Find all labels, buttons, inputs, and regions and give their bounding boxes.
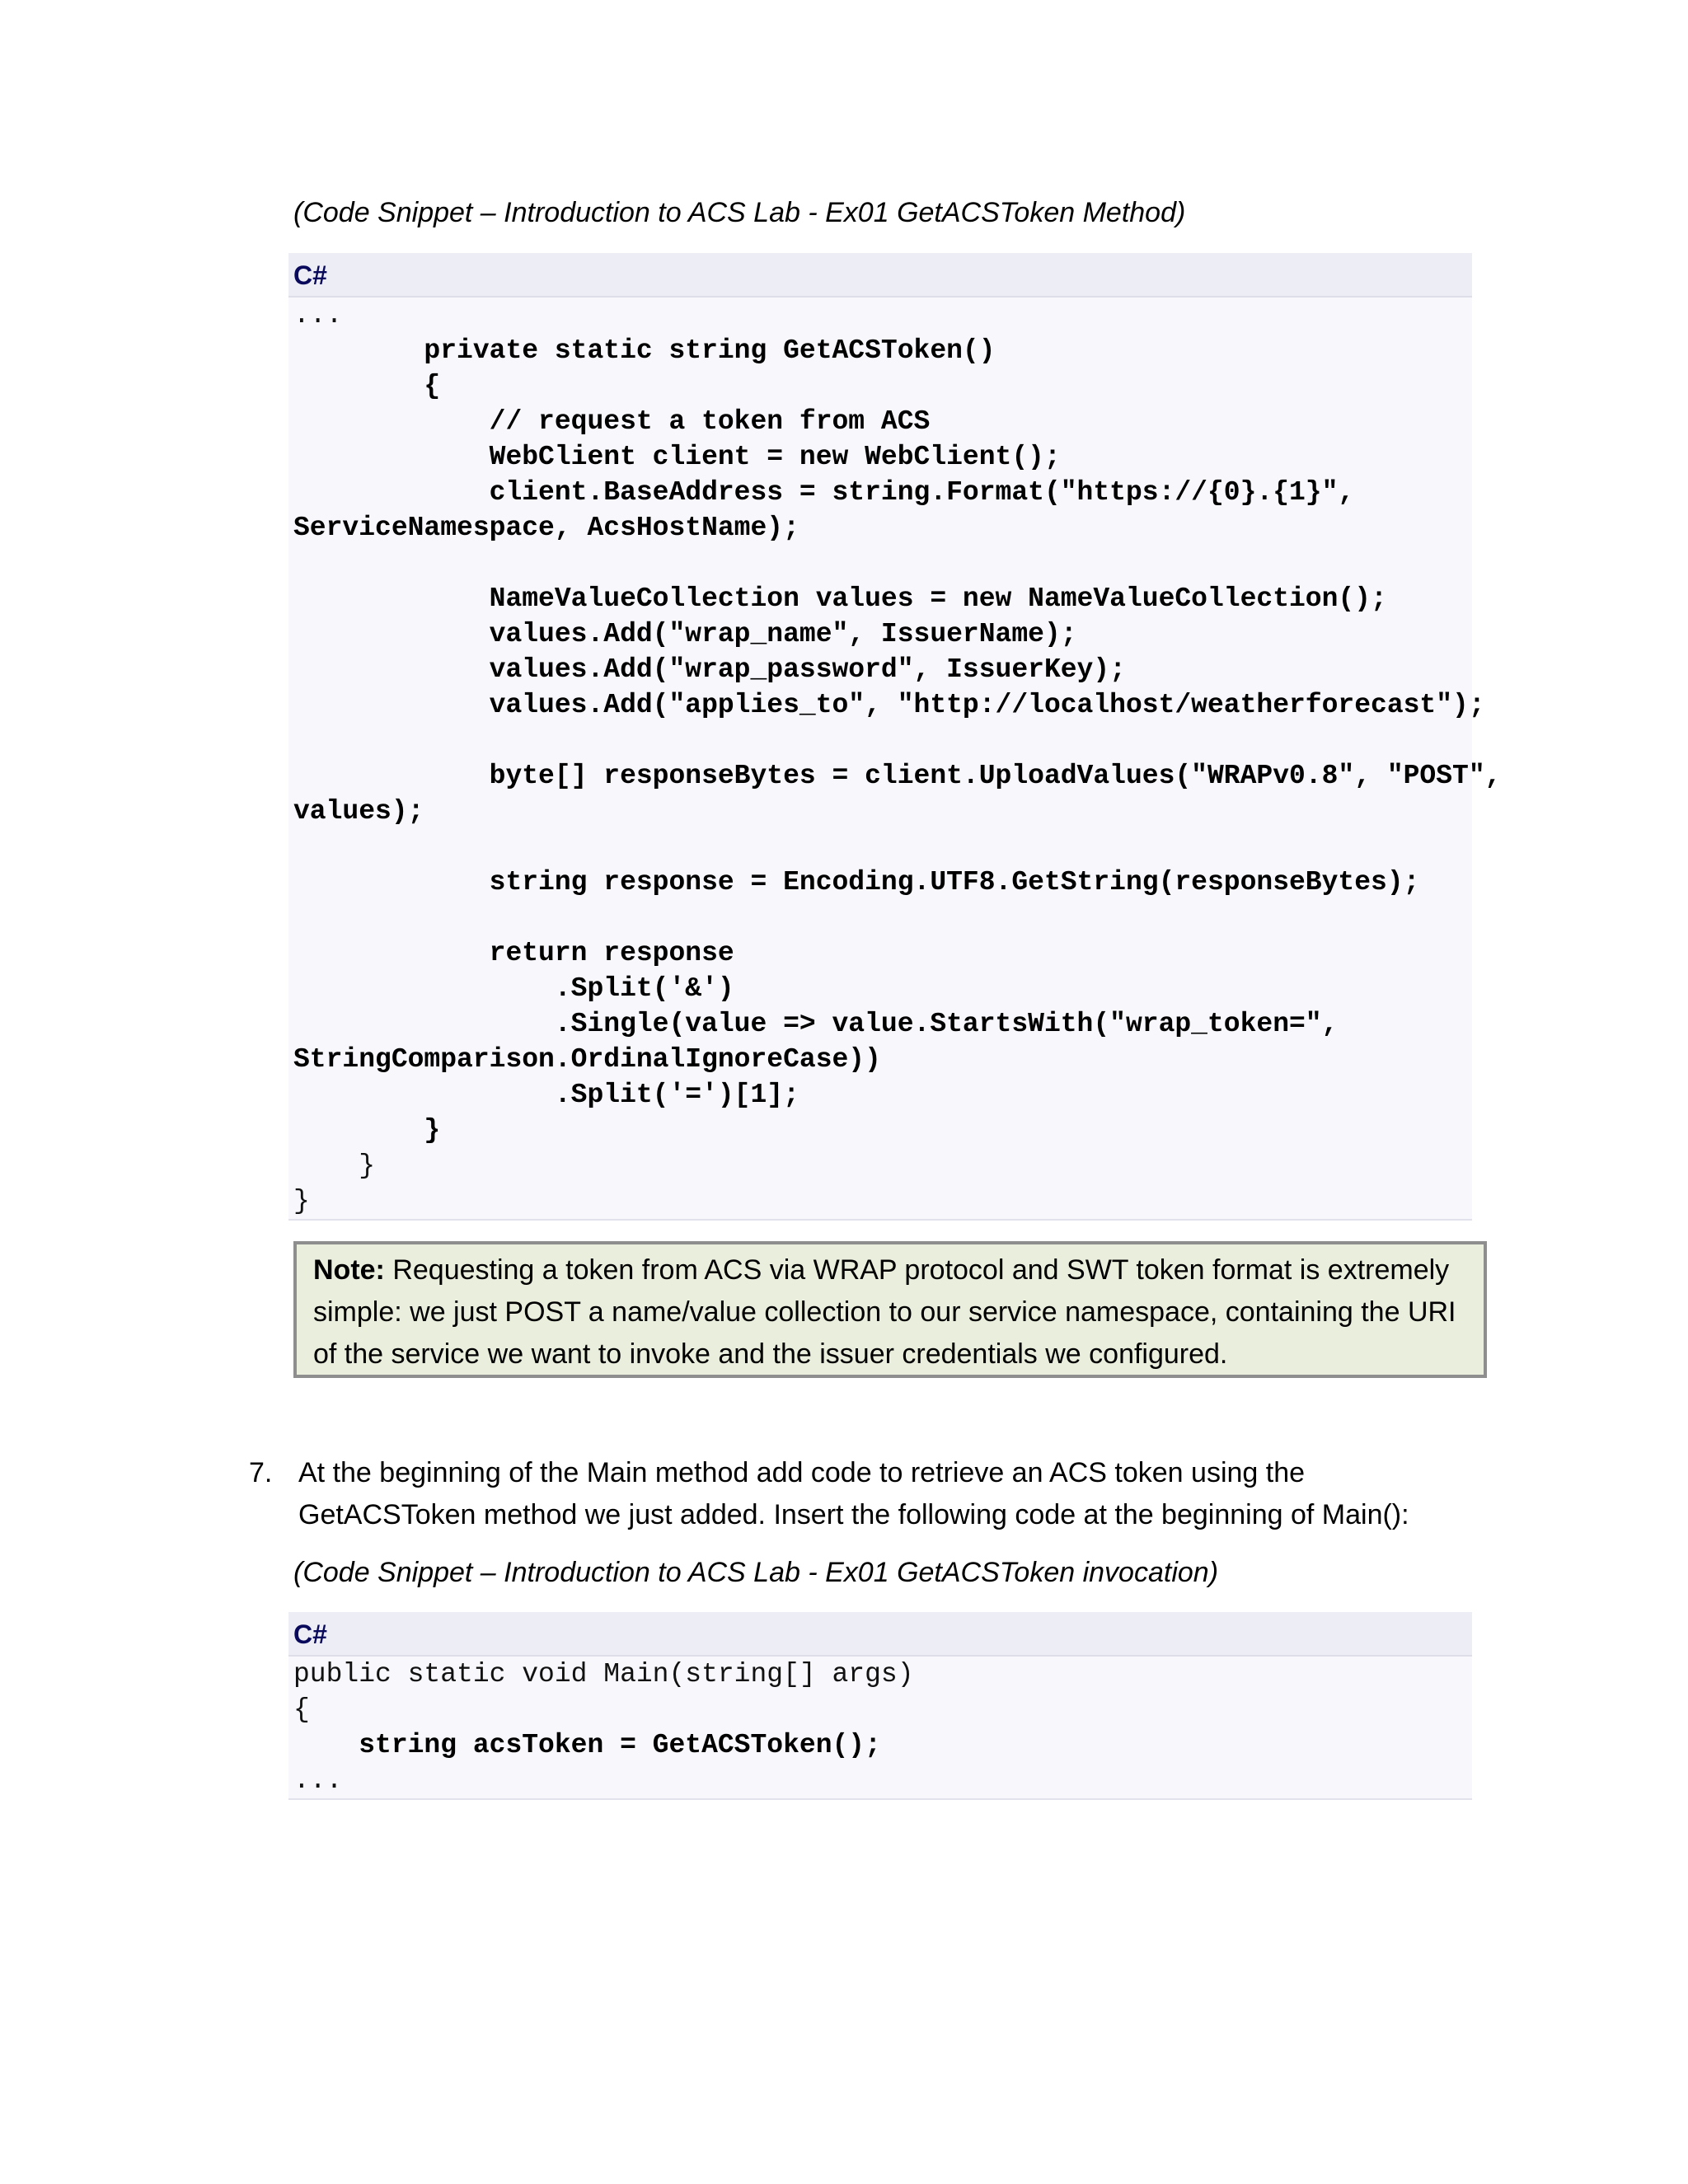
code-line: private static string GetACSToken() [293, 335, 996, 366]
code-language-label: C# [288, 1612, 1472, 1657]
code-line: // request a token from ACS [293, 406, 931, 437]
code-line: NameValueCollection values = new NameValueCollection(); [293, 583, 1387, 614]
code-line: ... [293, 300, 343, 330]
code-line [293, 723, 1472, 758]
code-line: ... [293, 1765, 343, 1796]
step-text: At the beginning of the Main method add code to retrieve an ACS token using the GetACSToken method we just added. Insert the following code at the beginning of Main(): [298, 1457, 1409, 1530]
code-body [288, 1657, 1472, 1798]
code-line: byte[] responseBytes = client.UploadValues("WRAPv0.8", "POST", [293, 761, 1502, 791]
code-snippet-caption: (Code Snippet – Introduction to ACS Lab - Ex01 GetACSToken Method) [293, 197, 1186, 228]
step-item [249, 1452, 1485, 1536]
code-line: .Single(value => value.StartsWith("wrap_token=", [293, 1009, 1339, 1039]
code-line: .Split('&') [293, 973, 734, 1004]
code-line: values.Add("wrap_password", IssuerKey); [293, 654, 1126, 685]
code-line: { [293, 1694, 310, 1725]
note-label: Note: [313, 1254, 385, 1286]
code-block-getacstoken [288, 253, 1502, 1221]
code-line [293, 546, 1472, 581]
code-line [293, 900, 1472, 935]
code-line: string response = Encoding.UTF8.GetString(responseBytes); [293, 867, 1420, 898]
code-line: string acsToken = GetACSToken(); [293, 1730, 881, 1760]
code-language-label: C# [288, 253, 1472, 298]
code-line: } [293, 1115, 441, 1146]
code-line: } [293, 1186, 310, 1216]
code-line: ServiceNamespace, AcsHostName); [293, 513, 799, 543]
code-line: values); [293, 796, 424, 827]
code-line [293, 829, 1472, 865]
note-box [293, 1241, 1487, 1378]
code-line: return response [293, 938, 734, 968]
step-number: 7. [249, 1457, 273, 1488]
code-body [288, 298, 1502, 1219]
code-line: { [293, 371, 441, 401]
code-line: client.BaseAddress = string.Format("https://{0}.{1}", [293, 477, 1355, 508]
code-line: WebClient client = new WebClient(); [293, 442, 1061, 472]
code-line: values.Add("wrap_name", IssuerName); [293, 619, 1077, 649]
code-line: public static void Main(string[] args) [293, 1659, 914, 1690]
note-text: Requesting a token from ACS via WRAP protocol and SWT token format is extremely simple: we just POST a name/value collection to our service namespace, containing the URI of the service we want to invoke and the issuer credentials we configured. [313, 1254, 1456, 1370]
code-snippet-caption-invocation: (Code Snippet – Introduction to ACS Lab - Ex01 GetACSToken invocation) [293, 1557, 1219, 1588]
code-block-main [288, 1612, 1472, 1800]
code-line: .Split('=')[1]; [293, 1080, 799, 1110]
code-line: StringComparison.OrdinalIgnoreCase)) [293, 1044, 881, 1075]
code-line: } [293, 1151, 376, 1181]
code-line: values.Add("applies_to", "http://localhost/weatherforecast"); [293, 690, 1485, 720]
